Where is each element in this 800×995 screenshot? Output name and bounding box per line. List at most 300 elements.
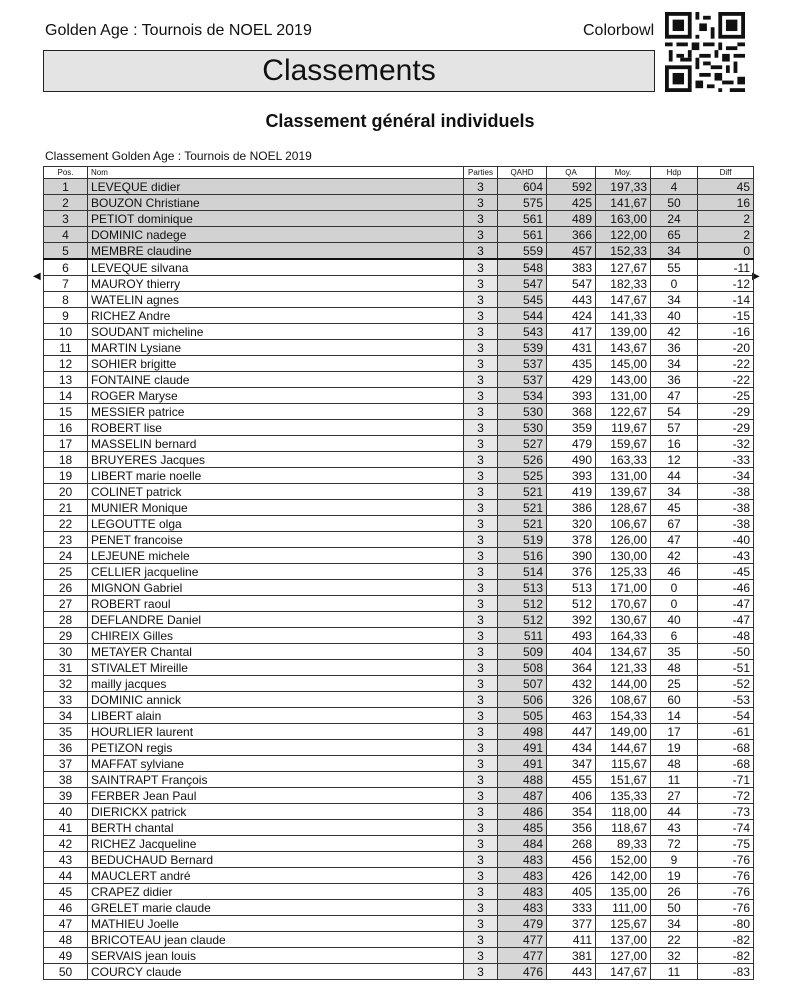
cell-qahd: 544	[498, 308, 547, 324]
table-row	[44, 243, 754, 260]
cell-qa: 368	[547, 404, 596, 420]
cell-hdp: 34	[651, 356, 698, 372]
cell-qahd: 491	[498, 756, 547, 772]
table-row	[44, 916, 754, 932]
cell-pos: 27	[44, 596, 88, 612]
cell-qahd: 505	[498, 708, 547, 724]
cell-hdp: 35	[651, 644, 698, 660]
cell-hdp: 44	[651, 468, 698, 484]
cell-nom: MESSIER patrice	[88, 404, 464, 420]
table-row	[44, 564, 754, 580]
table-row	[44, 420, 754, 436]
cell-moy: 149,00	[596, 724, 651, 740]
cell-moy: 139,00	[596, 324, 651, 340]
cell-qahd: 483	[498, 868, 547, 884]
cell-qahd: 543	[498, 324, 547, 340]
cell-nom: HOURLIER laurent	[88, 724, 464, 740]
cell-nom: LIBERT alain	[88, 708, 464, 724]
table-row	[44, 227, 754, 243]
cell-pos: 42	[44, 836, 88, 852]
cell-moy: 154,33	[596, 708, 651, 724]
cell-parties: 3	[464, 211, 498, 227]
cell-pos: 29	[44, 628, 88, 644]
cell-diff: -38	[698, 516, 754, 532]
cell-hdp: 48	[651, 660, 698, 676]
cell-hdp: 40	[651, 612, 698, 628]
cell-hdp: 25	[651, 676, 698, 692]
cell-qa: 435	[547, 356, 596, 372]
cell-qa: 359	[547, 420, 596, 436]
cell-pos: 15	[44, 404, 88, 420]
cell-pos: 33	[44, 692, 88, 708]
cell-hdp: 17	[651, 724, 698, 740]
cell-qahd: 561	[498, 227, 547, 243]
cell-qa: 378	[547, 532, 596, 548]
column-header-qahd: QAHD	[498, 167, 547, 179]
column-header-diff: Diff	[698, 167, 754, 179]
cell-qa: 386	[547, 500, 596, 516]
cell-parties: 3	[464, 324, 498, 340]
cell-qa: 411	[547, 932, 596, 948]
cell-diff: -76	[698, 900, 754, 916]
cell-parties: 3	[464, 628, 498, 644]
cell-diff: -47	[698, 612, 754, 628]
cell-nom: BOUZON Christiane	[88, 195, 464, 211]
table-row	[44, 868, 754, 884]
cell-nom: DIERICKX patrick	[88, 804, 464, 820]
column-header-qa: QA	[547, 167, 596, 179]
cell-pos: 50	[44, 964, 88, 980]
cell-qahd: 559	[498, 243, 547, 260]
table-row	[44, 788, 754, 804]
table-row	[44, 772, 754, 788]
cell-nom: MUNIER Monique	[88, 500, 464, 516]
cell-nom: SOHIER brigitte	[88, 356, 464, 372]
cell-nom: LIBERT marie noelle	[88, 468, 464, 484]
cell-pos: 5	[44, 243, 88, 260]
cell-parties: 3	[464, 516, 498, 532]
cell-parties: 3	[464, 804, 498, 820]
table-row	[44, 644, 754, 660]
cell-parties: 3	[464, 612, 498, 628]
cell-moy: 122,00	[596, 227, 651, 243]
table-row	[44, 452, 754, 468]
cell-diff: -76	[698, 868, 754, 884]
cell-diff: -25	[698, 388, 754, 404]
cell-qa: 356	[547, 820, 596, 836]
cell-qa: 354	[547, 804, 596, 820]
table-row	[44, 340, 754, 356]
qr-code-icon	[665, 12, 745, 92]
cell-diff: -61	[698, 724, 754, 740]
cell-hdp: 27	[651, 788, 698, 804]
cell-diff: -38	[698, 484, 754, 500]
cell-nom: MASSELIN bernard	[88, 436, 464, 452]
cell-parties: 3	[464, 900, 498, 916]
cell-parties: 3	[464, 243, 498, 260]
cell-qa: 425	[547, 195, 596, 211]
cell-qa: 592	[547, 179, 596, 195]
cell-diff: -12	[698, 276, 754, 292]
cell-nom: MEMBRE claudine	[88, 243, 464, 260]
cell-qahd: 513	[498, 580, 547, 596]
cell-moy: 152,33	[596, 243, 651, 260]
cell-hdp: 6	[651, 628, 698, 644]
cell-qahd: 521	[498, 516, 547, 532]
cell-parties: 3	[464, 500, 498, 516]
cell-nom: mailly jacques	[88, 676, 464, 692]
cell-parties: 3	[464, 644, 498, 660]
cell-hdp: 44	[651, 804, 698, 820]
cell-nom: PETIOT dominique	[88, 211, 464, 227]
cell-parties: 3	[464, 788, 498, 804]
cell-diff: -68	[698, 740, 754, 756]
cell-parties: 3	[464, 916, 498, 932]
cell-qa: 405	[547, 884, 596, 900]
cell-parties: 3	[464, 340, 498, 356]
table-row	[44, 179, 754, 195]
cell-pos: 48	[44, 932, 88, 948]
cell-qa: 447	[547, 724, 596, 740]
table-row	[44, 820, 754, 836]
table-header-row	[44, 167, 754, 179]
table-row	[44, 372, 754, 388]
cell-parties: 3	[464, 964, 498, 980]
cell-qa: 493	[547, 628, 596, 644]
table-row	[44, 516, 754, 532]
cell-qa: 406	[547, 788, 596, 804]
cell-qa: 489	[547, 211, 596, 227]
cell-pos: 39	[44, 788, 88, 804]
cell-qahd: 539	[498, 340, 547, 356]
cell-hdp: 34	[651, 484, 698, 500]
cell-moy: 143,00	[596, 372, 651, 388]
cell-pos: 36	[44, 740, 88, 756]
cell-pos: 25	[44, 564, 88, 580]
cell-diff: -52	[698, 676, 754, 692]
cell-diff: -29	[698, 420, 754, 436]
cell-nom: MATHIEU Joelle	[88, 916, 464, 932]
cell-nom: FERBER Jean Paul	[88, 788, 464, 804]
cell-hdp: 11	[651, 772, 698, 788]
cell-pos: 11	[44, 340, 88, 356]
table-row	[44, 836, 754, 852]
cell-qahd: 526	[498, 452, 547, 468]
cell-moy: 139,67	[596, 484, 651, 500]
cell-qa: 419	[547, 484, 596, 500]
cell-nom: ROBERT raoul	[88, 596, 464, 612]
cell-pos: 38	[44, 772, 88, 788]
cell-moy: 159,67	[596, 436, 651, 452]
cell-parties: 3	[464, 436, 498, 452]
cell-qahd: 521	[498, 500, 547, 516]
cell-nom: BERTH chantal	[88, 820, 464, 836]
cell-diff: -74	[698, 820, 754, 836]
cell-nom: CHIREIX Gilles	[88, 628, 464, 644]
cell-qa: 431	[547, 340, 596, 356]
cell-hdp: 60	[651, 692, 698, 708]
cell-diff: -22	[698, 372, 754, 388]
cell-pos: 8	[44, 292, 88, 308]
cell-qahd: 509	[498, 644, 547, 660]
cell-nom: PETIZON regis	[88, 740, 464, 756]
cell-qa: 512	[547, 596, 596, 612]
cell-moy: 126,00	[596, 532, 651, 548]
cell-nom: MAFFAT sylviane	[88, 756, 464, 772]
cell-nom: SOUDANT micheline	[88, 324, 464, 340]
cell-qahd: 525	[498, 468, 547, 484]
table-row	[44, 211, 754, 227]
cell-parties: 3	[464, 420, 498, 436]
table-row	[44, 724, 754, 740]
cell-qahd: 498	[498, 724, 547, 740]
cell-moy: 147,67	[596, 964, 651, 980]
cell-moy: 163,00	[596, 211, 651, 227]
section-title: Classement général individuels	[265, 111, 535, 131]
cell-moy: 125,67	[596, 916, 651, 932]
cell-moy: 131,00	[596, 388, 651, 404]
table-row	[44, 612, 754, 628]
page-banner	[43, 50, 655, 92]
cell-parties: 3	[464, 692, 498, 708]
cell-parties: 3	[464, 452, 498, 468]
cell-pos: 1	[44, 179, 88, 195]
cell-diff: -54	[698, 708, 754, 724]
cell-moy: 147,67	[596, 292, 651, 308]
cell-hdp: 48	[651, 756, 698, 772]
cell-hdp: 22	[651, 932, 698, 948]
cell-hdp: 9	[651, 852, 698, 868]
column-header-moy: Moy.	[596, 167, 651, 179]
cell-pos: 13	[44, 372, 88, 388]
cell-qahd: 507	[498, 676, 547, 692]
cell-parties: 3	[464, 259, 498, 276]
cell-moy: 141,67	[596, 195, 651, 211]
cell-qa: 463	[547, 708, 596, 724]
cell-parties: 3	[464, 372, 498, 388]
cell-moy: 164,33	[596, 628, 651, 644]
cell-parties: 3	[464, 932, 498, 948]
cell-diff: -80	[698, 916, 754, 932]
table-row	[44, 532, 754, 548]
cell-parties: 3	[464, 836, 498, 852]
cell-pos: 16	[44, 420, 88, 436]
cell-pos: 44	[44, 868, 88, 884]
cell-nom: COLINET patrick	[88, 484, 464, 500]
cell-qa: 455	[547, 772, 596, 788]
table-row	[44, 356, 754, 372]
cell-moy: 130,67	[596, 612, 651, 628]
cell-moy: 134,67	[596, 644, 651, 660]
cell-moy: 106,67	[596, 516, 651, 532]
cell-pos: 2	[44, 195, 88, 211]
cell-parties: 3	[464, 596, 498, 612]
cell-diff: 16	[698, 195, 754, 211]
cell-qa: 347	[547, 756, 596, 772]
table-row	[44, 500, 754, 516]
cell-qahd: 537	[498, 356, 547, 372]
cell-qahd: 512	[498, 596, 547, 612]
cell-hdp: 55	[651, 259, 698, 276]
cell-pos: 10	[44, 324, 88, 340]
cell-pos: 30	[44, 644, 88, 660]
cell-qahd: 477	[498, 948, 547, 964]
table-row	[44, 276, 754, 292]
cell-moy: 197,33	[596, 179, 651, 195]
cell-parties: 3	[464, 852, 498, 868]
cell-qa: 443	[547, 964, 596, 980]
cell-qahd: 530	[498, 420, 547, 436]
cell-qahd: 514	[498, 564, 547, 580]
cell-moy: 143,67	[596, 340, 651, 356]
cell-qa: 479	[547, 436, 596, 452]
cell-pos: 26	[44, 580, 88, 596]
cell-qa: 434	[547, 740, 596, 756]
cell-qa: 377	[547, 916, 596, 932]
cell-moy: 130,00	[596, 548, 651, 564]
cell-hdp: 36	[651, 340, 698, 356]
cell-pos: 19	[44, 468, 88, 484]
cell-diff: -16	[698, 324, 754, 340]
cell-pos: 6	[44, 259, 88, 276]
table-row	[44, 676, 754, 692]
cell-moy: 151,67	[596, 772, 651, 788]
cell-diff: -50	[698, 644, 754, 660]
cell-diff: -11	[698, 259, 754, 276]
cell-nom: SERVAIS jean louis	[88, 948, 464, 964]
cell-diff: -40	[698, 532, 754, 548]
cell-diff: -82	[698, 932, 754, 948]
cell-diff: -82	[698, 948, 754, 964]
cell-pos: 24	[44, 548, 88, 564]
table-row	[44, 932, 754, 948]
cell-qahd: 527	[498, 436, 547, 452]
cell-parties: 3	[464, 404, 498, 420]
cell-diff: -48	[698, 628, 754, 644]
table-row	[44, 548, 754, 564]
cell-pos: 4	[44, 227, 88, 243]
cell-pos: 21	[44, 500, 88, 516]
cell-qahd: 484	[498, 836, 547, 852]
cell-moy: 144,00	[596, 676, 651, 692]
cell-moy: 145,00	[596, 356, 651, 372]
cell-moy: 131,00	[596, 468, 651, 484]
cell-qa: 443	[547, 292, 596, 308]
cell-moy: 170,67	[596, 596, 651, 612]
cell-parties: 3	[464, 772, 498, 788]
table-row	[44, 484, 754, 500]
table-row	[44, 388, 754, 404]
cell-qahd: 537	[498, 372, 547, 388]
cell-qa: 490	[547, 452, 596, 468]
cell-qahd: 519	[498, 532, 547, 548]
cell-hdp: 45	[651, 500, 698, 516]
cell-hdp: 0	[651, 276, 698, 292]
cell-hdp: 47	[651, 532, 698, 548]
cell-qa: 547	[547, 276, 596, 292]
table-row	[44, 900, 754, 916]
cell-nom: CRAPEZ didier	[88, 884, 464, 900]
cell-moy: 118,00	[596, 804, 651, 820]
cell-pos: 47	[44, 916, 88, 932]
cell-hdp: 50	[651, 900, 698, 916]
cell-hdp: 34	[651, 916, 698, 932]
cell-moy: 127,67	[596, 259, 651, 276]
table-row	[44, 660, 754, 676]
cell-qahd: 511	[498, 628, 547, 644]
cell-moy: 163,33	[596, 452, 651, 468]
table-row	[44, 756, 754, 772]
cell-qahd: 479	[498, 916, 547, 932]
cell-pos: 41	[44, 820, 88, 836]
cell-qa: 390	[547, 548, 596, 564]
cell-diff: 0	[698, 243, 754, 260]
cell-qahd: 476	[498, 964, 547, 980]
venue-name: Colorbowl	[583, 22, 655, 39]
cell-moy: 128,67	[596, 500, 651, 516]
cell-nom: METAYER Chantal	[88, 644, 464, 660]
cell-parties: 3	[464, 356, 498, 372]
cell-qahd: 487	[498, 788, 547, 804]
cell-qa: 432	[547, 676, 596, 692]
table-row	[44, 404, 754, 420]
cell-moy: 121,33	[596, 660, 651, 676]
table-row	[44, 436, 754, 452]
cell-qa: 392	[547, 612, 596, 628]
cell-hdp: 42	[651, 324, 698, 340]
cell-hdp: 65	[651, 227, 698, 243]
cell-qahd: 477	[498, 932, 547, 948]
cell-nom: CELLIER jacqueline	[88, 564, 464, 580]
cell-parties: 3	[464, 532, 498, 548]
cell-pos: 34	[44, 708, 88, 724]
cell-diff: -75	[698, 836, 754, 852]
cell-pos: 9	[44, 308, 88, 324]
cell-nom: DOMINIC nadege	[88, 227, 464, 243]
cell-parties: 3	[464, 227, 498, 243]
cell-qahd: 547	[498, 276, 547, 292]
cell-qa: 326	[547, 692, 596, 708]
cell-pos: 7	[44, 276, 88, 292]
cell-parties: 3	[464, 179, 498, 195]
cell-pos: 31	[44, 660, 88, 676]
cell-qa: 424	[547, 308, 596, 324]
cell-diff: -76	[698, 884, 754, 900]
document-header-title: Golden Age : Tournois de NOEL 2019	[45, 22, 312, 39]
cell-parties: 3	[464, 308, 498, 324]
cell-qa: 320	[547, 516, 596, 532]
cell-parties: 3	[464, 820, 498, 836]
cell-diff: -76	[698, 852, 754, 868]
cell-nom: BRUYERES Jacques	[88, 452, 464, 468]
cell-diff: -14	[698, 292, 754, 308]
cell-parties: 3	[464, 724, 498, 740]
cell-parties: 3	[464, 580, 498, 596]
cell-nom: ROBERT lise	[88, 420, 464, 436]
cell-diff: -73	[698, 804, 754, 820]
cell-qa: 381	[547, 948, 596, 964]
cell-parties: 3	[464, 884, 498, 900]
cell-moy: 135,33	[596, 788, 651, 804]
cell-qahd: 545	[498, 292, 547, 308]
cell-parties: 3	[464, 740, 498, 756]
cell-moy: 142,00	[596, 868, 651, 884]
cell-qa: 456	[547, 852, 596, 868]
cell-moy: 111,00	[596, 900, 651, 916]
cell-pos: 37	[44, 756, 88, 772]
cell-qa: 364	[547, 660, 596, 676]
cell-parties: 3	[464, 564, 498, 580]
